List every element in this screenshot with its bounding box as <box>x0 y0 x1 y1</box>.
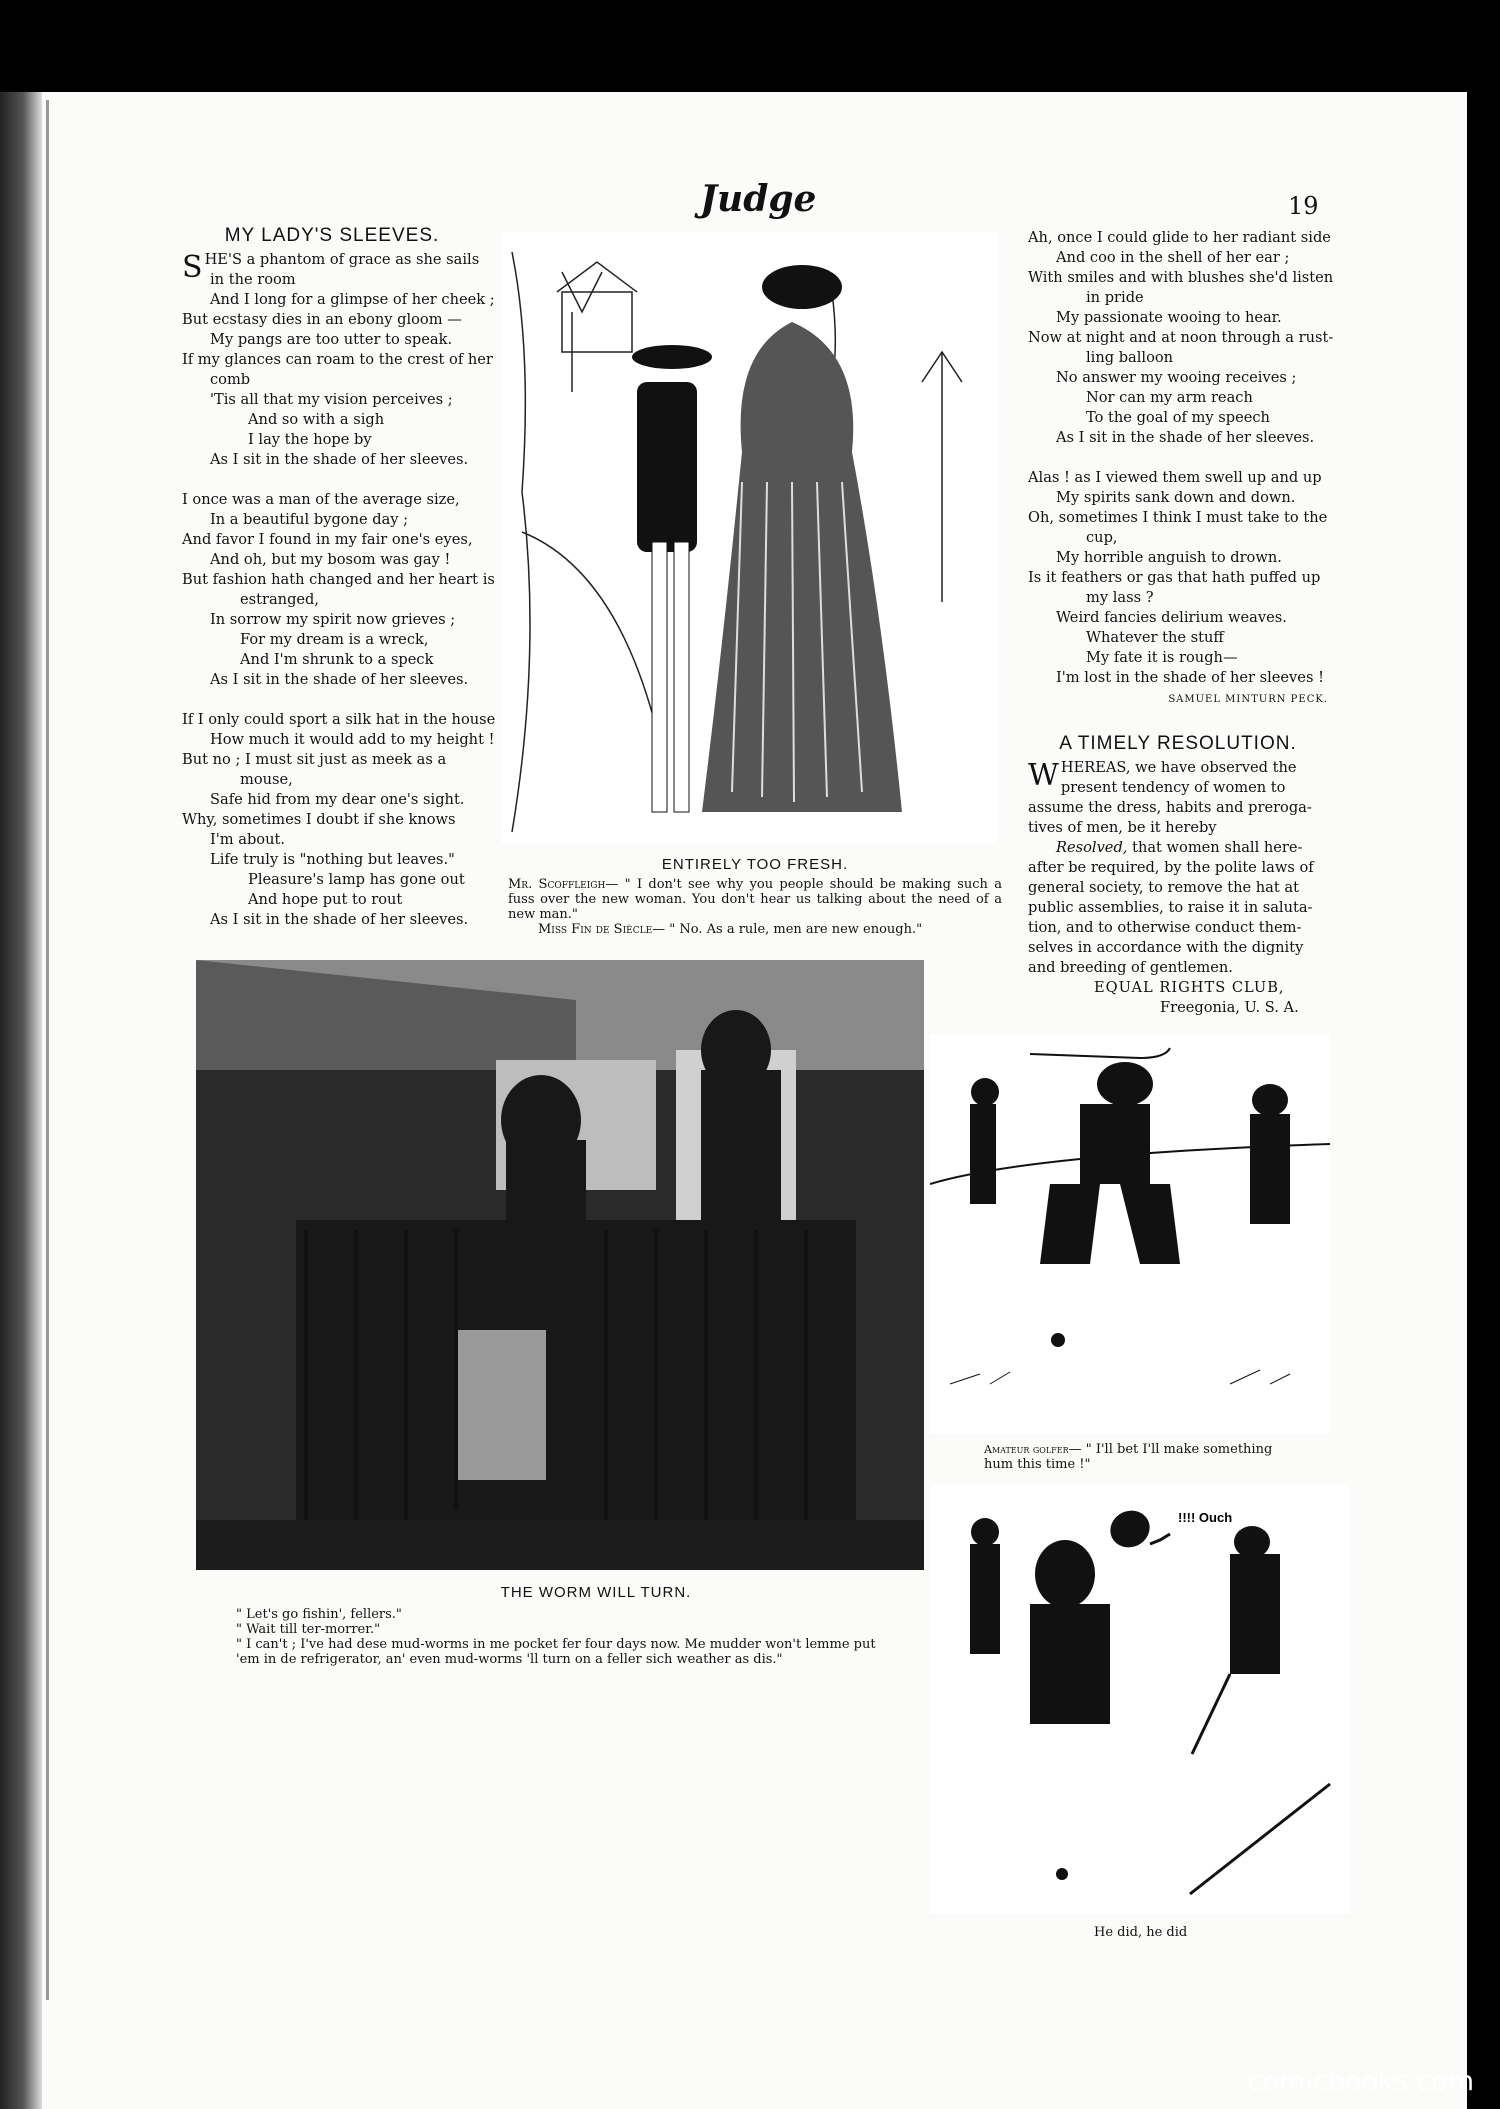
poem-line: For my dream is a wreck, <box>240 631 429 648</box>
poem-column-left <box>182 225 496 930</box>
poem-line: in the room <box>210 271 296 288</box>
golf-caption-1-line <box>984 1442 1344 1457</box>
poem-line: My spirits sank down and down. <box>1056 489 1296 506</box>
site-watermark: comicbooks.com <box>1247 2066 1474 2097</box>
poem-line: my lass ? <box>1086 589 1154 606</box>
couple-drawing <box>502 232 998 844</box>
poem-line: In sorrow my spirit now grieves ; <box>210 611 456 628</box>
golf-caption-1 <box>984 1442 1344 1472</box>
poem-author: SAMUEL MINTURN PECK. <box>1168 694 1328 705</box>
poem-line: Now at night and at noon through a rust- <box>1028 329 1334 346</box>
photo-image <box>196 960 924 1570</box>
golf-caption-1-text: — " I'll bet I'll make something <box>1068 1442 1273 1457</box>
resolution-line: and breeding of gentlemen. <box>1028 959 1233 976</box>
poem-stanza-3 <box>182 710 496 930</box>
poem-line: With smiles and with blushes she'd listen <box>1028 269 1334 286</box>
poem-dropcap: S <box>182 250 203 285</box>
book-spine <box>0 92 42 2109</box>
poem-line: But fashion hath changed and her heart is <box>182 571 495 588</box>
poem-line: estranged, <box>240 591 320 608</box>
resolution-resolved-line <box>1028 838 1328 858</box>
poem-line: ling balloon <box>1086 349 1174 366</box>
resolution-line: after be required, by the polite laws of <box>1028 859 1314 876</box>
poem-line: mouse, <box>240 771 293 788</box>
golf-caption-1-text-2: hum this time !" <box>984 1457 1091 1472</box>
poem-line: How much it would add to my height ! <box>210 731 495 748</box>
masthead-title: Judge <box>700 178 817 220</box>
page-number: 19 <box>1288 192 1319 220</box>
poem-line: As I sit in the shade of her sleeves. <box>210 451 469 468</box>
photo-line: " I can't ; I've had dese mud-worms in me pocket fer four days now. Me mudder won't lemme put <box>236 1637 876 1652</box>
poem-line: If my glances can roam to the crest of her <box>182 351 493 368</box>
resolution-line: public assemblies, to raise it in saluta- <box>1028 899 1313 916</box>
poem-line: cup, <box>1086 529 1118 546</box>
golf-cartoon-1 <box>930 1034 1330 1434</box>
poem-line: Pleasure's lamp has gone out <box>248 871 465 888</box>
cartoon1-line-1: — " I don't see why you people should be making such a fuss over the new woman. You don't hear us talking about the need of a new man." <box>508 877 1002 922</box>
resolution-line: that women shall here- <box>1127 839 1303 856</box>
poem-line: I lay the hope by <box>248 431 372 448</box>
resolved-word: Resolved, <box>1056 839 1128 856</box>
poem-line: Why, sometimes I doubt if she knows <box>182 811 456 828</box>
poem-line: I'm lost in the shade of her sleeves ! <box>1056 669 1324 686</box>
poem-line: And so with a sigh <box>248 411 385 428</box>
poem-line: 'Tis all that my vision perceives ; <box>210 391 453 408</box>
cartoon1-dialogue-2 <box>508 922 1002 937</box>
poem-line: And coo in the shell of her ear ; <box>1056 249 1290 266</box>
poem-line: As I sit in the shade of her sleeves. <box>210 671 469 688</box>
poem-line: in pride <box>1086 289 1144 306</box>
poem-line: As I sit in the shade of her sleeves. <box>1056 429 1315 446</box>
poem-stanza-1 <box>182 250 495 470</box>
poem-line: My pangs are too utter to speak. <box>210 331 453 348</box>
poem-line: And I long for a glimpse of her cheek ; <box>210 291 495 308</box>
poem-line: And hope put to rout <box>248 891 403 908</box>
poem-line: And oh, but my bosom was gay ! <box>210 551 451 568</box>
resolution-signer: EQUAL RIGHTS CLUB, <box>1094 979 1285 996</box>
poem-line: Weird fancies delirium weaves. <box>1056 609 1287 626</box>
poem-line: But ecstasy dies in an ebony gloom — <box>182 311 462 328</box>
photo-line: 'em in de refrigerator, an' even mud-worms 'll turn on a feller sich weather as dis." <box>236 1652 783 1667</box>
poem-line: Is it feathers or gas that hath puffed up <box>1028 569 1321 586</box>
poem-line: If I only could sport a silk hat in the house <box>182 711 496 728</box>
resolution-line: general society, to remove the hat at <box>1028 879 1299 896</box>
photo-dialogue <box>236 1607 956 1667</box>
poem-line: Oh, sometimes I think I must take to the <box>1028 509 1328 526</box>
cartoon1-caption <box>508 856 1002 937</box>
photo-title: THE WORM WILL TURN. <box>500 1584 692 1601</box>
cartoon1-dialogue-1 <box>508 877 1002 922</box>
poem-line: In a beautiful bygone day ; <box>210 511 409 528</box>
couple-illustration <box>502 232 998 844</box>
poem-line: comb <box>210 371 251 388</box>
poem-line: And favor I found in my fair one's eyes, <box>182 531 473 548</box>
photo-line: " Let's go fishin', fellers." <box>236 1607 402 1622</box>
golf-speaker: Amateur golfer <box>984 1443 1069 1456</box>
poem-line: No answer my wooing receives ; <box>1056 369 1297 386</box>
resolution-line: present tendency of women to <box>1060 779 1286 796</box>
poem-line: Alas ! as I viewed them swell up and up <box>1028 469 1322 486</box>
resolution-place: Freegonia, U. S. A. <box>1160 999 1299 1016</box>
poem-line: I once was a man of the average size, <box>182 491 460 508</box>
poem-line: But no ; I must sit just as meek as a <box>182 751 447 768</box>
poem-stanza-2 <box>182 490 495 690</box>
cartoon1-title: ENTIRELY TOO FRESH. <box>661 856 849 873</box>
poem-line: Life truly is "nothing but leaves." <box>210 851 455 868</box>
poem-stanza-4 <box>1028 228 1334 448</box>
golf-cartoon-2 <box>930 1484 1350 1914</box>
resolution-title: A TIMELY RESOLUTION. <box>1059 733 1297 754</box>
golf-caption-2: He did, he did <box>1094 1925 1188 1940</box>
poem-line: Nor can my arm reach <box>1086 389 1253 406</box>
poem-line: To the goal of my speech <box>1086 409 1270 426</box>
golfer-hit-drawing <box>930 1484 1350 1914</box>
resolution-line: selves in accordance with the dignity <box>1028 939 1304 956</box>
poem-line: My horrible anguish to drown. <box>1056 549 1282 566</box>
poem-line: And I'm shrunk to a speck <box>240 651 434 668</box>
ouch-text: !!!! Ouch <box>1178 1510 1233 1525</box>
boys-fence-photo <box>196 960 924 1570</box>
poem-line: Whatever the stuff <box>1086 629 1224 646</box>
photo-line: " Wait till ter-morrer." <box>236 1622 381 1637</box>
photo-caption <box>236 1584 956 1667</box>
golfer-swing-drawing <box>930 1034 1330 1434</box>
poem-line: My passionate wooing to hear. <box>1056 309 1282 326</box>
resolution-body <box>1028 758 1328 978</box>
resolution-line: tives of men, be it hereby <box>1028 819 1217 836</box>
resolution-dropcap: W <box>1028 758 1059 793</box>
cartoon1-speaker-1: Mr. Scoffleigh <box>508 877 606 892</box>
poem-stanza-5 <box>1028 468 1328 688</box>
poem-column-right <box>1028 228 1334 1018</box>
resolution-line: tion, and to otherwise conduct them- <box>1028 919 1302 936</box>
poem-line: HE'S a phantom of grace as she sails <box>204 251 480 268</box>
gutter-line <box>46 100 49 2000</box>
poem-line: Ah, once I could glide to her radiant side <box>1028 229 1331 246</box>
poem-line: Safe hid from my dear one's sight. <box>210 791 465 808</box>
resolution-line: assume the dress, habits and preroga- <box>1028 799 1312 816</box>
poem-line: I'm about. <box>210 831 285 848</box>
poem-line: As I sit in the shade of her sleeves. <box>210 911 469 928</box>
poem-title: MY LADY'S SLEEVES. <box>224 225 440 246</box>
cartoon1-line-2: — " No. As a rule, men are new enough." <box>652 922 923 937</box>
cartoon1-speaker-2: Miss Fin de Siècle <box>538 922 653 937</box>
poem-line: My fate it is rough— <box>1086 649 1238 666</box>
resolution-line: HEREAS, we have observed the <box>1060 759 1297 776</box>
resolution-article <box>1028 734 1328 1018</box>
